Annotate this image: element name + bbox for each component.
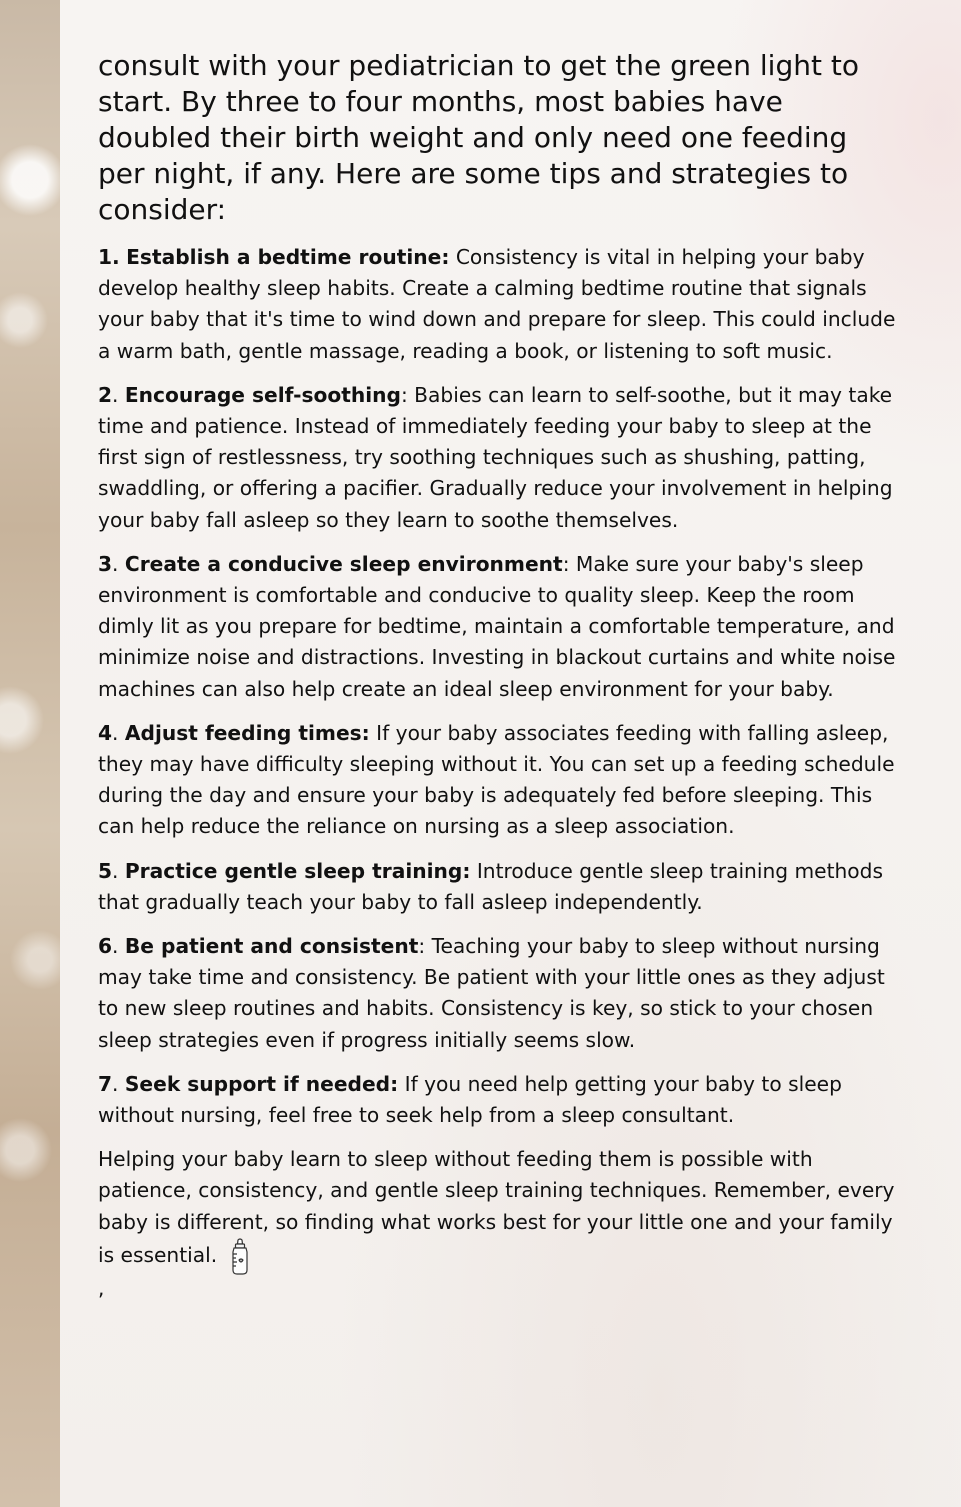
tip-body: : Make sure your baby's sleep environment is comfortable and conducive to quality sleep. Keep the room dimly lit as you prepare for bedtime, maintain a comfortable temperature, and minimize noise and distractions. Investing in blackout curtains and white noise machines can also help create an ideal sleep environment for your baby. [98,551,896,701]
document-page [60,0,961,1507]
tip-separator: . [112,382,119,407]
tip-number: 4 [98,720,113,745]
tip-title: Be patient and consistent [124,934,419,959]
tip-title: Encourage self-soothing [124,382,401,407]
tip-7 [98,1069,898,1131]
tip-separator: . [112,934,119,959]
tip-6 [98,931,898,1056]
tip-title: Create a conducive sleep environment [124,551,563,576]
decorative-bokeh-strip [0,0,60,1507]
trailing-comma: , [98,1275,105,1300]
tip-number: 6 [98,934,113,959]
baby-bottle-icon [227,1238,253,1276]
tip-separator: . [112,858,119,883]
tip-3 [98,549,898,705]
tip-number: 5 [98,858,113,883]
tip-separator: . [112,1071,119,1096]
tip-body: Introduce gentle sleep training methods that gradually teach your baby to fall asleep independently. [98,858,883,914]
tip-body: : Teaching your baby to sleep without nursing may take time and consistency. Be patient with your little ones as they adjust to new sleep routines and habits. Consistency is key, so stick to your chosen sleep strategies even if progress initially seems slow. [98,934,885,1052]
tip-title: Establish a bedtime routine: [126,245,450,269]
tip-number: 3 [98,551,113,576]
intro-paragraph: consult with your pediatrician to get the green light to start. By three to four months, most babies have doubled their birth weight and only need one feeding per night, if any. Here are some tips and strategies to consider: [98,49,859,226]
tip-2 [98,380,898,536]
tip-title: Seek support if needed: [124,1071,399,1096]
tip-separator: . [112,720,119,745]
tip-body: Consistency is vital in helping your baby develop healthy sleep habits. Create a calming bedtime routine that signals your baby that it's time to wind down and prepare for sleep. This could include a warm bath, gentle massage, reading a book, or listening to soft music. [98,245,896,363]
tip-body: : Babies can learn to self-soothe, but it may take time and patience. Instead of immediately feeding your baby to sleep at the first sign of restlessness, try soothing techniques such as shushing, patting, swaddling, or offering a pacifier. Gradually reduce your involvement in helping your baby fall asleep so they learn to soothe themselves. [98,382,893,532]
article-body [98,48,898,1298]
tip-number: 1. [98,245,120,269]
tip-body: If your baby associates feeding with falling asleep, they may have difficulty sleeping without it. You can set up a feeding schedule during the day and ensure your baby is adequately fed before sleeping. This can help reduce the reliance on nursing as a sleep association. [98,720,895,839]
tip-separator: . [112,551,119,576]
closing-paragraph [98,1144,898,1276]
tip-1 [98,242,898,367]
tip-5 [98,856,898,918]
tip-title: Practice gentle sleep training: [124,858,471,883]
tip-number: 7 [98,1071,113,1096]
tip-number: 2 [98,382,113,407]
tip-body: If you need help getting your baby to sleep without nursing, feel free to seek help from a sleep consultant. [98,1071,842,1128]
closing-text: Helping your baby learn to sleep without feeding them is possible with patience, consistency, and gentle sleep training techniques. Remember, every baby is different, so finding what works best for your little one and your family is essential. [98,1147,895,1267]
tip-4 [98,718,898,843]
tip-title: Adjust feeding times: [124,720,370,745]
